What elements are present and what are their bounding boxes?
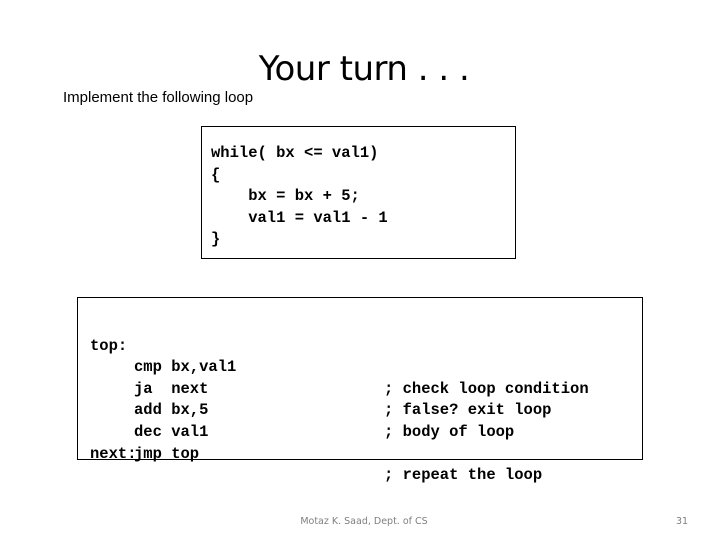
c-code-line: while( bx <= val1): [211, 144, 379, 162]
slide-footer: Motaz K. Saad, Dept. of CS: [300, 516, 428, 527]
slide-subtitle: Implement the following loop: [63, 89, 254, 106]
asm-instruction: ja next: [134, 379, 209, 398]
page-number: 31: [676, 516, 689, 527]
asm-code-box: [77, 297, 643, 485]
asm-label: next:: [90, 444, 137, 463]
asm-comment: ; false? exit loop: [384, 401, 552, 420]
asm-comment: ; body of loop: [384, 422, 515, 441]
asm-comment: ; check loop condition: [384, 379, 589, 398]
asm-instruction: dec val1: [134, 422, 209, 441]
asm-instruction: jmp top: [134, 444, 200, 463]
c-code-line: bx = bx + 5;: [211, 187, 360, 205]
slide-title: Your turn . . .: [258, 49, 470, 89]
c-code-box: [201, 126, 516, 259]
c-code-line: {: [211, 165, 221, 184]
asm-instruction: add bx,5: [134, 401, 209, 420]
asm-comment: ; repeat the loop: [384, 466, 543, 485]
asm-instruction: cmp bx,val1: [134, 358, 237, 377]
asm-label: top:: [90, 336, 128, 355]
c-code-line: val1 = val1 - 1: [211, 208, 388, 227]
c-code-line: }: [211, 230, 221, 248]
